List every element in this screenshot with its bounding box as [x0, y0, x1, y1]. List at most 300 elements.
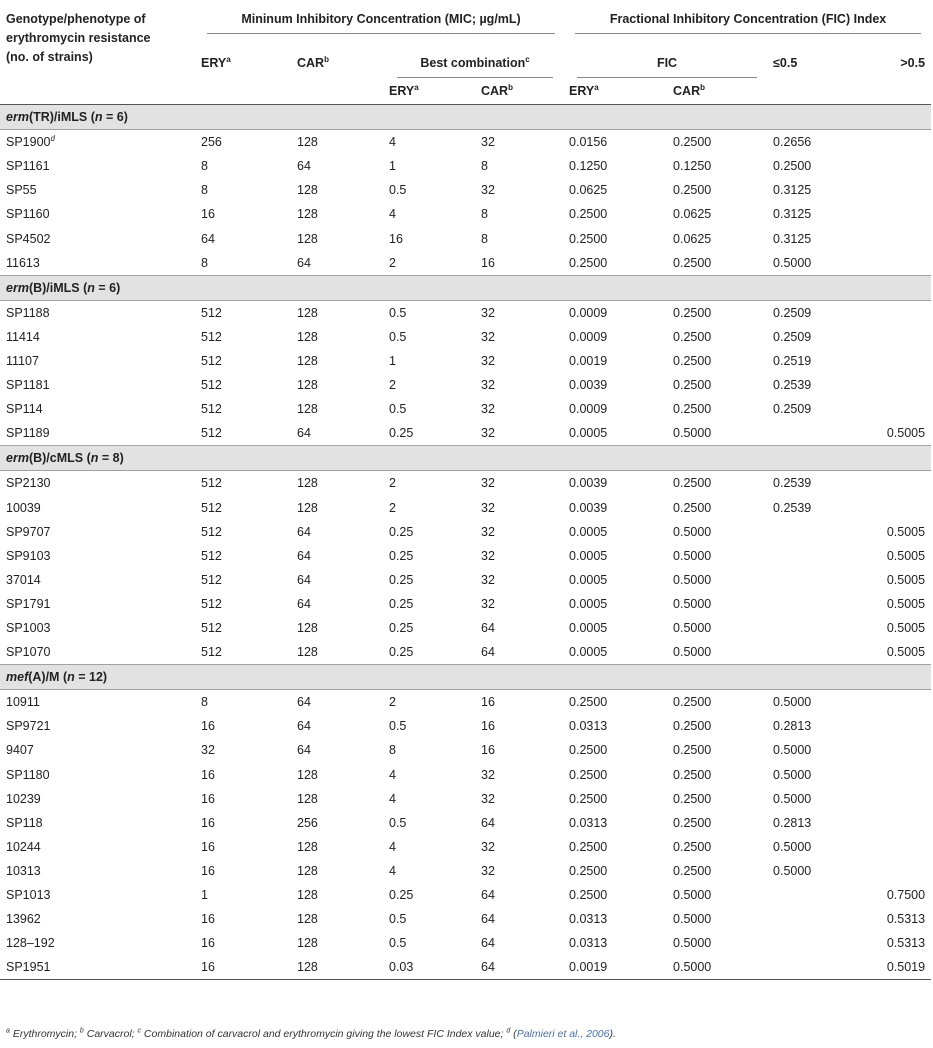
cell-mic-car: 128: [297, 936, 318, 951]
header-fic: FIC: [565, 48, 769, 78]
cell-mic-ery: 512: [201, 426, 222, 441]
cell-fic-ery: 0.2500: [569, 255, 608, 270]
cell-best-ery: 0.5: [389, 183, 407, 198]
cell-fic-car: 0.2500: [673, 135, 712, 150]
cell-fic-car: 0.5000: [673, 426, 712, 441]
cell-mic-ery: 512: [201, 378, 222, 393]
cell-fic-ery: 0.0005: [569, 645, 608, 660]
cell-mic-ery: 8: [201, 255, 208, 270]
table-row: [0, 640, 931, 665]
cell-best-ery: 4: [389, 767, 396, 782]
cell-fic-car: 0.0625: [673, 231, 712, 246]
cell-mic-car: 64: [297, 695, 311, 710]
cell-strain: SP1900$^d$: [6, 133, 55, 150]
cell-fic-index-gt05: 0.5005: [886, 548, 926, 563]
mic-fic-table: [0, 4, 931, 980]
cell-fic-ery: 0.0313: [569, 719, 608, 734]
cell-mic-car: 128: [297, 500, 318, 515]
table-row: [0, 471, 931, 496]
header-mic-title: Mininum Inhibitory Concentration (MIC; µg/mL): [207, 10, 555, 34]
cell-fic-ery: 0.0313: [569, 815, 608, 830]
cell-mic-ery: 8: [201, 159, 208, 174]
cell-fic-car: 0.5000: [669, 955, 769, 980]
cell-strain: SP114: [6, 402, 43, 417]
table-row: [0, 226, 931, 250]
cell-mic-car: 128: [297, 621, 318, 636]
table-row: [0, 325, 931, 349]
cell-fic-car: 0.5000: [673, 888, 712, 903]
cell-fic-index-gt05: [866, 154, 931, 178]
cell-best-ery: 0.5: [389, 815, 407, 830]
cell-fic-index-gt05: 0.5005: [886, 426, 926, 441]
table-row: [0, 787, 931, 811]
cell-fic-index-le05: 0.2509: [773, 305, 812, 320]
cell-mic-car: 64: [297, 743, 311, 758]
cell-best-ery: 0.5: [389, 719, 407, 734]
cell-best-ery: 0.5: [389, 329, 407, 344]
cell-mic-ery: 512: [201, 500, 222, 515]
cell-fic-index-le05: 0.2509: [773, 402, 812, 417]
cell-fic-index-le05: [769, 907, 866, 931]
cell-mic-ery: 512: [201, 548, 222, 563]
header-fic-index: [565, 4, 931, 48]
cell-strain: 9407: [6, 743, 34, 758]
cell-fic-car: 0.5000: [673, 936, 712, 951]
cell-fic-car: 0.2500: [673, 353, 712, 368]
cell-fic-car: 0.2500: [673, 500, 712, 515]
cell-fic-ery: 0.0005: [569, 548, 608, 563]
cell-mic-car: 128: [297, 378, 318, 393]
cell-best-ery: 0.25: [389, 524, 414, 539]
cell-fic-car: 0.2500: [673, 695, 712, 710]
cell-best-ery: 2: [389, 695, 396, 710]
group-label: erm(B)/cMLS (n = 8): [0, 446, 931, 471]
cell-best-car: 64: [481, 621, 495, 636]
cell-best-car: 64: [477, 955, 565, 980]
cell-fic-index-gt05: [866, 373, 931, 397]
cell-mic-ery: 16: [201, 936, 215, 951]
cell-best-ery: 4: [389, 791, 396, 806]
cell-fic-car: 0.5000: [673, 596, 712, 611]
cell-fic-ery: 0.0009: [569, 329, 608, 344]
cell-fic-ery: 0.0625: [569, 183, 608, 198]
cell-fic-ery: 0.2500: [569, 839, 608, 854]
cell-fic-index-gt05: 0.5313: [886, 912, 926, 927]
cell-fic-ery: 0.0156: [569, 135, 608, 150]
cell-fic-index-le05: [769, 883, 866, 907]
cell-strain: 10039: [6, 500, 41, 515]
cell-strain: SP1189: [6, 426, 50, 441]
cell-fic-car: 0.5000: [673, 524, 712, 539]
cell-strain: SP9707: [6, 524, 51, 539]
cell-fic-car: 0.2500: [673, 815, 712, 830]
header-genotype: [0, 4, 197, 105]
cell-mic-car: 64: [297, 572, 311, 587]
table-row: [0, 763, 931, 787]
cell-fic-car: 0.0625: [673, 207, 712, 222]
cell-fic-index-gt05: [866, 300, 931, 325]
table-row: [0, 835, 931, 859]
cell-mic-ery: 16: [201, 207, 215, 222]
cell-mic-car: 128: [297, 183, 318, 198]
cell-fic-index-gt05: [866, 714, 931, 738]
cell-fic-ery: 0.0009: [569, 305, 608, 320]
cell-fic-index-le05: 0.3125: [773, 231, 812, 246]
cell-fic-index-le05: 0.5000: [773, 255, 812, 270]
header-fic-ery: ERY$^a$: [565, 78, 669, 105]
cell-mic-car: 128: [293, 955, 385, 980]
cell-mic-car: 64: [297, 255, 311, 270]
cell-fic-index-gt05: 0.5005: [886, 524, 926, 539]
cell-fic-index-gt05: [866, 690, 931, 715]
cell-fic-index-gt05: 0.5005: [886, 645, 926, 660]
cell-mic-ery: 64: [201, 231, 215, 246]
cell-fic-index-le05: 0.2500: [773, 159, 812, 174]
cell-best-car: 32: [481, 596, 495, 611]
cell-strain: SP1181: [6, 378, 50, 393]
cell-best-ery: 16: [389, 231, 403, 246]
cell-mic-car: 128: [297, 863, 318, 878]
cell-fic-index-le05: 0.3125: [773, 207, 812, 222]
header-le05: ≤0.5: [769, 48, 866, 105]
reference-link[interactable]: Palmieri et al., 2006: [516, 1028, 610, 1040]
table-row: [0, 931, 931, 955]
cell-best-ery: 2: [389, 500, 396, 515]
cell-fic-ery: 0.0313: [569, 912, 608, 927]
cell-fic-car: 0.2500: [673, 402, 712, 417]
table-row: [0, 300, 931, 325]
cell-fic-index-gt05: 0.5005: [886, 621, 926, 636]
cell-fic-car: 0.5000: [673, 572, 712, 587]
cell-fic-index-gt05: [866, 738, 931, 762]
cell-mic-car: 128: [297, 402, 318, 417]
cell-strain: SP2130: [6, 476, 51, 491]
cell-mic-ery: 512: [201, 621, 222, 636]
cell-best-car: 32: [481, 524, 495, 539]
cell-best-ery: 4: [389, 839, 396, 854]
cell-fic-ery: 0.2500: [569, 695, 608, 710]
cell-best-car: 64: [481, 815, 495, 830]
cell-mic-car: 64: [297, 596, 311, 611]
cell-fic-ery: 0.2500: [569, 207, 608, 222]
cell-mic-car: 128: [297, 305, 318, 320]
cell-fic-index-le05: 0.2813: [773, 815, 812, 830]
cell-fic-index-le05: 0.5000: [773, 695, 812, 710]
cell-best-car: 64: [481, 645, 495, 660]
cell-mic-car: 64: [297, 159, 311, 174]
cell-best-car: 32: [481, 863, 495, 878]
table-row: [0, 568, 931, 592]
cell-fic-index-gt05: 0.5019: [866, 955, 931, 980]
cell-strain: SP9721: [6, 719, 51, 734]
cell-fic-index-gt05: [866, 251, 931, 276]
cell-best-car: 32: [481, 476, 495, 491]
table-row: [0, 811, 931, 835]
cell-fic-index-le05: 0.5000: [773, 791, 812, 806]
header-fic-index-title: Fractional Inhibitory Concentration (FIC) Index: [575, 10, 921, 34]
cell-fic-ery: 0.0005: [569, 596, 608, 611]
cell-fic-index-gt05: [866, 835, 931, 859]
cell-strain: SP1188: [6, 305, 50, 320]
cell-mic-car: 64: [297, 524, 311, 539]
cell-fic-index-gt05: [866, 202, 931, 226]
cell-best-ery: 0.25: [389, 426, 414, 441]
cell-best-car: 32: [481, 135, 495, 150]
cell-fic-index-gt05: [866, 178, 931, 202]
cell-mic-ery: 16: [201, 815, 215, 830]
cell-fic-index-le05: 0.5000: [773, 839, 812, 854]
cell-strain: SP1951: [0, 955, 197, 980]
cell-strain: 13962: [6, 912, 41, 927]
group-header-row: [0, 105, 931, 130]
table-row: [0, 520, 931, 544]
cell-mic-car: 128: [297, 353, 318, 368]
cell-best-car: 16: [481, 255, 495, 270]
header-mic-car: CAR$^b$: [293, 48, 385, 105]
table-row: [0, 859, 931, 883]
table-row: [0, 738, 931, 762]
table-row: [0, 397, 931, 421]
cell-best-car: 32: [481, 426, 495, 441]
cell-fic-car: 0.5000: [673, 548, 712, 563]
cell-fic-index-gt05: [866, 496, 931, 520]
cell-fic-ery: 0.2500: [569, 743, 608, 758]
cell-mic-ery: 512: [201, 476, 222, 491]
table-row: [0, 202, 931, 226]
cell-fic-ery: 0.0019: [569, 353, 608, 368]
cell-fic-ery: 0.0039: [569, 500, 608, 515]
cell-best-ery: 0.25: [389, 621, 414, 636]
cell-mic-ery: 16: [201, 719, 215, 734]
cell-best-ery: 0.5: [389, 305, 407, 320]
cell-strain: SP55: [6, 183, 37, 198]
cell-best-car: 8: [481, 231, 488, 246]
table-row: [0, 907, 931, 931]
cell-fic-index-gt05: [866, 325, 931, 349]
cell-fic-ery: 0.2500: [569, 791, 608, 806]
cell-fic-ery: 0.0005: [569, 426, 608, 441]
cell-mic-car: 128: [297, 207, 318, 222]
cell-fic-index-le05: [769, 421, 866, 446]
cell-strain: 11414: [6, 329, 40, 344]
header-mic-ery: ERY$^a$: [197, 48, 293, 105]
cell-strain: 11107: [6, 353, 39, 368]
table-body: [0, 105, 931, 980]
cell-mic-car: 64: [297, 548, 311, 563]
header-genotype-line2: erythromycin resistance: [6, 31, 151, 45]
table-row: [0, 690, 931, 715]
cell-fic-ery: 0.2500: [569, 767, 608, 782]
cell-fic-index-le05: 0.5000: [773, 743, 812, 758]
cell-strain: 11613: [6, 255, 40, 270]
cell-fic-car: 0.2500: [673, 305, 712, 320]
cell-fic-index-gt05: [866, 349, 931, 373]
cell-fic-car: 0.1250: [673, 159, 712, 174]
header-best-ery: ERY$^a$: [385, 78, 477, 105]
cell-best-ery: 4: [389, 207, 396, 222]
table-footnote: $^a$ Erythromycin; $^b$ Carvacrol; $^c$ Combination of carvacrol and erythromycin giving the lowest FIC Index value; $^d$ (Palmieri et al., 2006).: [6, 1027, 616, 1040]
cell-mic-ery: 8: [201, 695, 208, 710]
table-row: [0, 251, 931, 276]
cell-mic-ery: 1: [201, 888, 208, 903]
cell-strain: SP1180: [6, 767, 50, 782]
cell-strain: 128–192: [6, 936, 55, 951]
cell-strain: SP1161: [6, 159, 50, 174]
cell-fic-ery: 0.0039: [569, 476, 608, 491]
cell-fic-ery: 0.0005: [569, 621, 608, 636]
cell-fic-index-le05: 0.2539: [773, 500, 812, 515]
cell-best-car: 32: [481, 183, 495, 198]
cell-mic-car: 128: [297, 839, 318, 854]
cell-fic-index-le05: 0.2509: [773, 329, 812, 344]
cell-strain: 37014: [6, 572, 41, 587]
cell-best-car: 64: [481, 912, 495, 927]
cell-best-ery: 1: [389, 159, 396, 174]
cell-mic-ery: 512: [201, 402, 222, 417]
cell-fic-car: 0.2500: [673, 183, 712, 198]
cell-best-car: 64: [481, 936, 495, 951]
cell-best-car: 32: [481, 791, 495, 806]
cell-fic-car: 0.5000: [673, 912, 712, 927]
cell-strain: 10239: [6, 791, 41, 806]
cell-strain: SP1160: [6, 207, 50, 222]
cell-fic-ery: 0.2500: [569, 888, 608, 903]
cell-best-ery: 4: [389, 863, 396, 878]
cell-mic-ery: 512: [201, 572, 222, 587]
table-row: [0, 178, 931, 202]
cell-fic-car: 0.2500: [673, 743, 712, 758]
cell-fic-index-gt05: 0.7500: [886, 888, 926, 903]
cell-strain: SP1013: [6, 888, 51, 903]
cell-fic-index-gt05: [866, 763, 931, 787]
cell-best-car: 16: [481, 695, 495, 710]
cell-fic-index-gt05: [866, 226, 931, 250]
table-row: [0, 616, 931, 640]
cell-fic-index-le05: [769, 544, 866, 568]
cell-fic-ery: 0.0009: [569, 402, 608, 417]
cell-fic-ery: 0.0313: [569, 936, 608, 951]
header-best-car: CAR$^b$: [477, 78, 565, 105]
cell-mic-ery: 512: [201, 524, 222, 539]
cell-mic-car: 128: [297, 329, 318, 344]
header-mic: [197, 4, 565, 48]
cell-fic-car: 0.5000: [673, 621, 712, 636]
cell-fic-car: 0.2500: [673, 476, 712, 491]
group-label: erm(B)/iMLS (n = 6): [0, 275, 931, 300]
table-row: [0, 130, 931, 155]
cell-fic-index-le05: 0.5000: [773, 863, 812, 878]
table-row: [0, 883, 931, 907]
cell-fic-car: 0.5000: [673, 645, 712, 660]
cell-best-ery: 0.25: [389, 645, 414, 660]
cell-best-ery: 0.03: [385, 955, 477, 980]
table-row: [0, 544, 931, 568]
cell-strain: 10911: [6, 695, 40, 710]
cell-mic-ery: 16: [201, 839, 215, 854]
group-header-row: [0, 665, 931, 690]
cell-fic-ery: 0.0005: [569, 524, 608, 539]
cell-fic-index-le05: [769, 616, 866, 640]
cell-mic-ery: 512: [201, 305, 222, 320]
header-best-combination: Best combination$^c$: [385, 48, 565, 78]
table-row: [0, 373, 931, 397]
cell-fic-car: 0.2500: [673, 255, 712, 270]
cell-fic-index-gt05: [866, 397, 931, 421]
cell-fic-index-le05: [769, 568, 866, 592]
cell-mic-car: 256: [297, 815, 318, 830]
cell-mic-car: 128: [297, 135, 318, 150]
cell-best-ery: 1: [389, 353, 396, 368]
table-header: [0, 4, 931, 105]
cell-best-ery: 0.5: [389, 402, 407, 417]
cell-mic-car: 64: [297, 426, 311, 441]
cell-strain: SP1070: [6, 645, 51, 660]
cell-fic-ery: 0.2500: [569, 231, 608, 246]
cell-strain: SP118: [6, 815, 43, 830]
cell-mic-car: 128: [297, 645, 318, 660]
table-row: [0, 955, 931, 980]
cell-mic-ery: 512: [201, 645, 222, 660]
cell-best-car: 8: [481, 207, 488, 222]
cell-mic-ery: 8: [201, 183, 208, 198]
cell-fic-index-gt05: [866, 811, 931, 835]
group-header-row: [0, 446, 931, 471]
cell-best-ery: 8: [389, 743, 396, 758]
cell-fic-index-le05: [769, 520, 866, 544]
cell-fic-index-le05: 0.3125: [773, 183, 812, 198]
cell-best-ery: 0.25: [389, 888, 414, 903]
group-label: erm(TR)/iMLS (n = 6): [0, 105, 931, 130]
cell-mic-ery: 16: [201, 863, 215, 878]
cell-fic-ery: 0.0005: [569, 572, 608, 587]
header-fic-car: CAR$^b$: [669, 78, 769, 105]
cell-fic-index-le05: 0.5000: [773, 767, 812, 782]
cell-best-car: 32: [481, 353, 495, 368]
cell-fic-car: 0.2500: [673, 791, 712, 806]
cell-best-ery: 2: [389, 476, 396, 491]
cell-mic-ery: 16: [201, 912, 215, 927]
cell-mic-car: 64: [297, 719, 311, 734]
cell-fic-index-le05: 0.2656: [773, 135, 812, 150]
cell-fic-car: 0.2500: [673, 863, 712, 878]
table-row: [0, 421, 931, 446]
header-gt05: >0.5: [866, 48, 931, 105]
cell-fic-index-gt05: [866, 130, 931, 155]
header-genotype-line3: (no. of strains): [6, 50, 93, 64]
table-row: [0, 496, 931, 520]
cell-mic-ery: 16: [201, 767, 215, 782]
cell-fic-ery: 0.0039: [569, 378, 608, 393]
cell-best-car: 32: [481, 767, 495, 782]
cell-best-ery: 2: [389, 255, 396, 270]
cell-best-ery: 0.5: [389, 912, 407, 927]
cell-best-car: 32: [481, 839, 495, 854]
cell-best-car: 16: [481, 719, 495, 734]
cell-fic-ery: 0.1250: [569, 159, 608, 174]
cell-strain: 10244: [6, 839, 41, 854]
table-row: [0, 592, 931, 616]
cell-best-car: 32: [481, 548, 495, 563]
cell-fic-index-le05: [769, 592, 866, 616]
cell-fic-index-gt05: [866, 471, 931, 496]
cell-mic-car: 128: [297, 767, 318, 782]
cell-best-car: 8: [481, 159, 488, 174]
cell-mic-ery: 16: [201, 791, 215, 806]
cell-mic-car: 128: [297, 231, 318, 246]
cell-fic-index-le05: 0.2519: [773, 353, 812, 368]
cell-mic-ery: 16: [197, 955, 293, 980]
cell-best-car: 32: [481, 305, 495, 320]
